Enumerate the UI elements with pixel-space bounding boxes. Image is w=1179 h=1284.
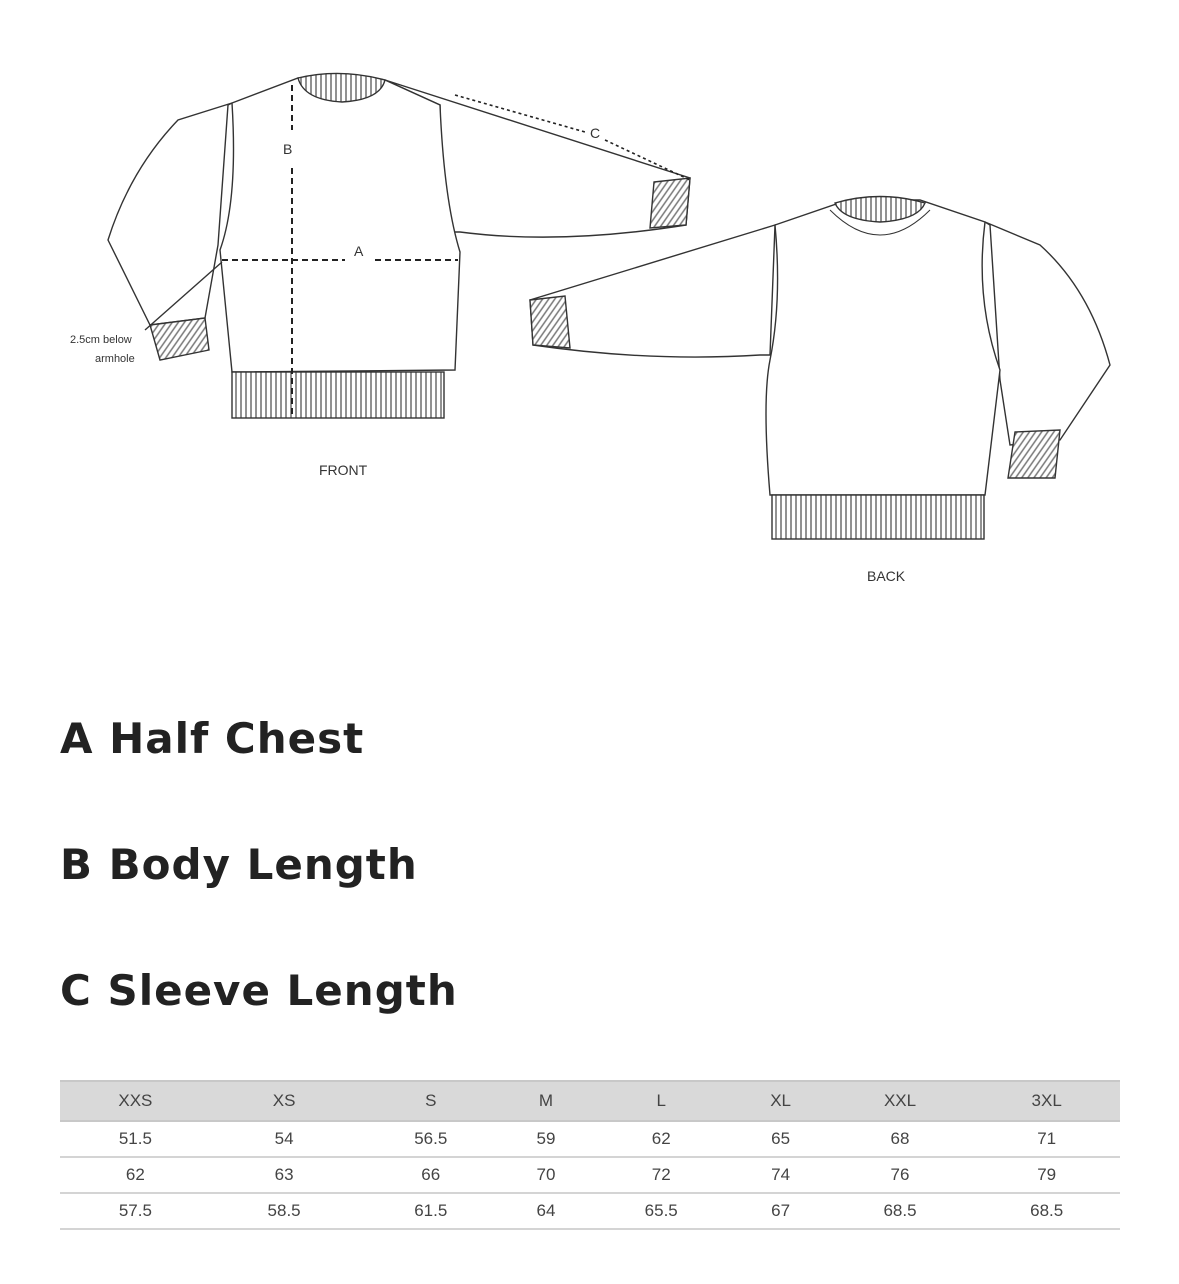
table-cell: 58.5 — [211, 1193, 358, 1229]
back-label: BACK — [867, 568, 906, 584]
table-row-body-length — [60, 1157, 1120, 1193]
size-header-cell: L — [588, 1081, 735, 1121]
table-cell: 68 — [827, 1121, 974, 1157]
table-row-sleeve-length — [60, 1193, 1120, 1229]
table-cell: 65 — [735, 1121, 827, 1157]
table-cell: 63 — [211, 1157, 358, 1193]
table-cell: 54 — [211, 1121, 358, 1157]
back-sweatshirt-drawing — [530, 197, 1110, 540]
table-cell: 79 — [973, 1157, 1120, 1193]
armhole-note-line2: armhole — [95, 353, 135, 365]
front-label: FRONT — [319, 462, 368, 478]
size-chart-table — [60, 1080, 1120, 1230]
table-cell: 56.5 — [357, 1121, 504, 1157]
table-cell: 68.5 — [827, 1193, 974, 1229]
table-cell: 67 — [735, 1193, 827, 1229]
front-sweatshirt-drawing — [108, 73, 690, 418]
size-header-cell: 3XL — [973, 1081, 1120, 1121]
size-header-cell: M — [504, 1081, 588, 1121]
measure-b-heading: B Body Length — [60, 840, 418, 889]
measure-c-heading: C Sleeve Length — [60, 966, 458, 1015]
table-cell: 68.5 — [973, 1193, 1120, 1229]
table-cell: 57.5 — [60, 1193, 211, 1229]
table-cell: 51.5 — [60, 1121, 211, 1157]
table-row-half-chest — [60, 1121, 1120, 1157]
marker-b-label: B — [283, 141, 293, 157]
size-header-cell: XS — [211, 1081, 358, 1121]
table-cell: 59 — [504, 1121, 588, 1157]
table-cell: 76 — [827, 1157, 974, 1193]
table-cell: 62 — [60, 1157, 211, 1193]
size-header-cell: XL — [735, 1081, 827, 1121]
table-cell: 70 — [504, 1157, 588, 1193]
size-header-cell: S — [357, 1081, 504, 1121]
size-header-cell: XXL — [827, 1081, 974, 1121]
table-cell: 74 — [735, 1157, 827, 1193]
measure-a-heading: A Half Chest — [60, 714, 365, 763]
table-cell: 65.5 — [588, 1193, 735, 1229]
table-cell: 61.5 — [357, 1193, 504, 1229]
table-cell: 71 — [973, 1121, 1120, 1157]
armhole-note-line1: 2.5cm below — [70, 334, 132, 346]
marker-c-label: C — [590, 125, 601, 141]
table-cell: 64 — [504, 1193, 588, 1229]
size-header-cell: XXS — [60, 1081, 211, 1121]
table-cell: 66 — [357, 1157, 504, 1193]
table-cell: 72 — [588, 1157, 735, 1193]
marker-a-label: A — [354, 243, 364, 259]
sweatshirt-size-diagram — [0, 0, 1179, 640]
table-cell: 62 — [588, 1121, 735, 1157]
size-header-row — [60, 1081, 1120, 1121]
